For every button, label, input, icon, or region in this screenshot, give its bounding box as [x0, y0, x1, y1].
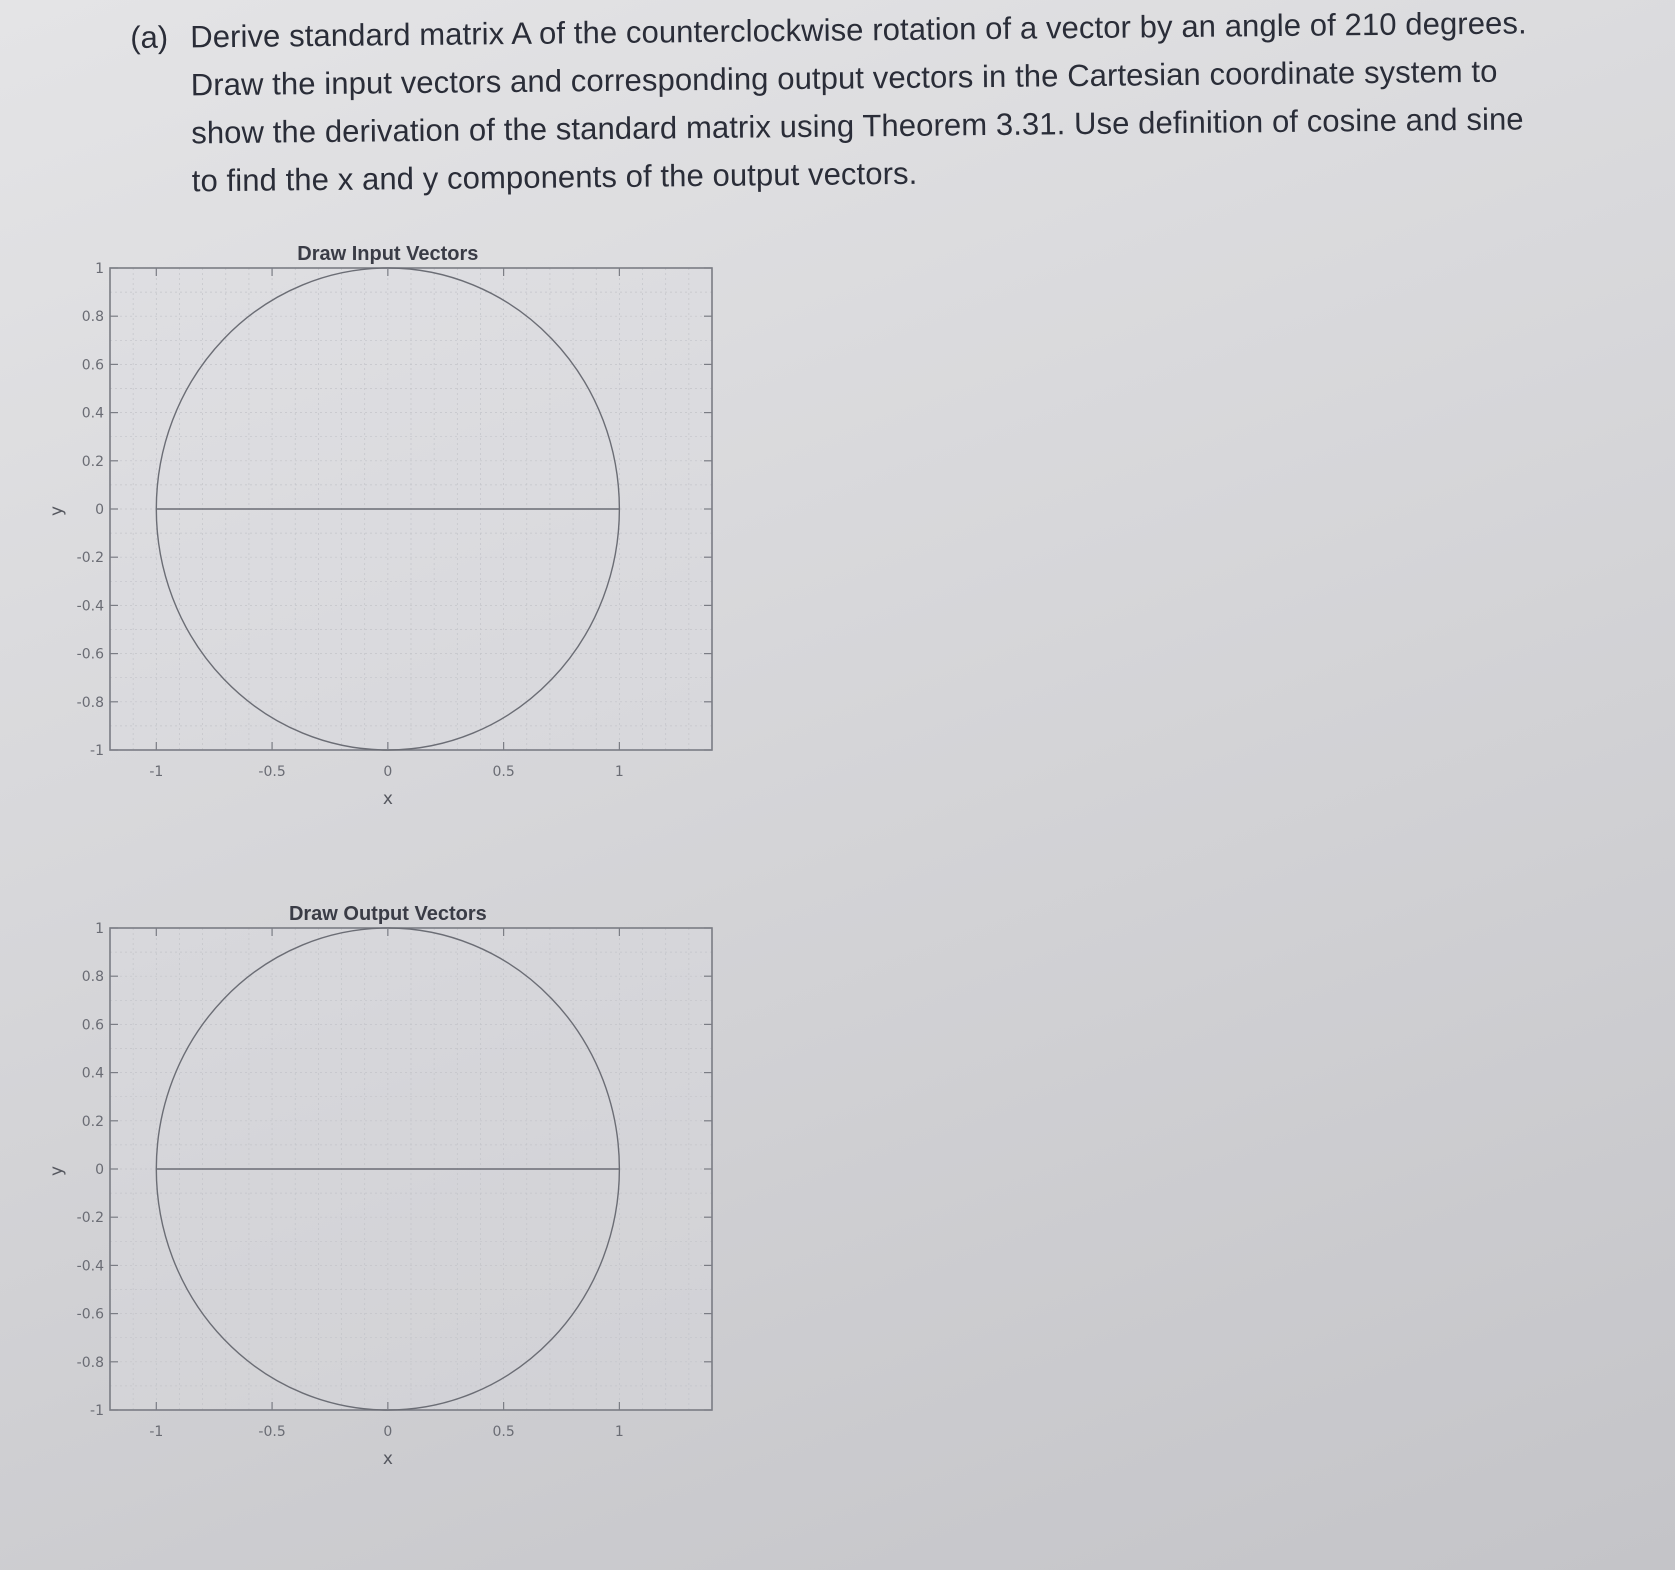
y-tick-label: -0.8: [76, 694, 104, 711]
y-tick-label: -0.8: [76, 1354, 104, 1371]
x-tick-label: 0.5: [492, 764, 515, 780]
plot-title: Draw Input Vectors: [297, 243, 479, 265]
y-axis-label: y: [47, 505, 67, 517]
problem-label: (a): [130, 19, 169, 55]
y-tick-label: -1: [90, 1403, 104, 1419]
y-tick-label: 0.8: [81, 309, 104, 326]
y-tick-label: 0.4: [81, 1065, 104, 1082]
y-tick-label: -0.4: [76, 1258, 104, 1275]
y-axis-label: y: [47, 1165, 67, 1177]
x-axis-label: x: [382, 789, 393, 809]
y-tick-label: -0.2: [76, 550, 104, 567]
x-tick-label: -1: [149, 764, 164, 780]
y-tick-label: 0.4: [81, 405, 104, 422]
x-tick-label: -0.5: [258, 1424, 286, 1440]
x-tick-label: 0.5: [492, 1424, 515, 1440]
problem-text: Derive standard matrix A of the counterclockwise rotation of a vector by an angle of 210 degrees. Draw the input vectors and corresponding output vectors in the Cartesian coordinate system to show the derivation of the standard matrix using Theorem 3.31. Use definition of cosine and sine to find the x and y components of the output vectors.: [190, 5, 1527, 199]
y-tick-label: -1: [90, 743, 104, 759]
y-tick-label: 0: [95, 1162, 104, 1178]
y-tick-label: 0.2: [81, 1113, 104, 1130]
x-tick-label: -0.5: [258, 764, 286, 780]
y-tick-label: 1: [95, 261, 104, 277]
y-tick-label: -0.2: [76, 1210, 104, 1227]
y-tick-label: 0.6: [81, 1017, 104, 1034]
y-tick-label: 0: [95, 502, 104, 518]
plot-title: Draw Output Vectors: [288, 903, 487, 925]
output-vectors-chart: [30, 896, 790, 1516]
x-axis-label: x: [382, 1449, 393, 1469]
input-vectors-plot: [30, 236, 790, 856]
input-vectors-chart: [30, 236, 790, 856]
problem-statement: [130, 0, 1552, 206]
y-tick-label: 1: [95, 921, 104, 937]
y-tick-label: -0.6: [76, 646, 104, 663]
y-tick-label: 0.8: [81, 969, 104, 986]
y-tick-label: -0.4: [76, 598, 104, 615]
x-tick-label: 1: [614, 1424, 624, 1440]
x-tick-label: 0: [383, 1424, 393, 1440]
output-vectors-plot: [30, 896, 790, 1516]
y-tick-label: 0.6: [81, 357, 104, 374]
y-tick-label: -0.6: [76, 1306, 104, 1323]
y-tick-label: 0.2: [81, 453, 104, 470]
x-tick-label: 1: [614, 764, 624, 780]
x-tick-label: 0: [383, 764, 393, 780]
x-tick-label: -1: [149, 1424, 164, 1440]
